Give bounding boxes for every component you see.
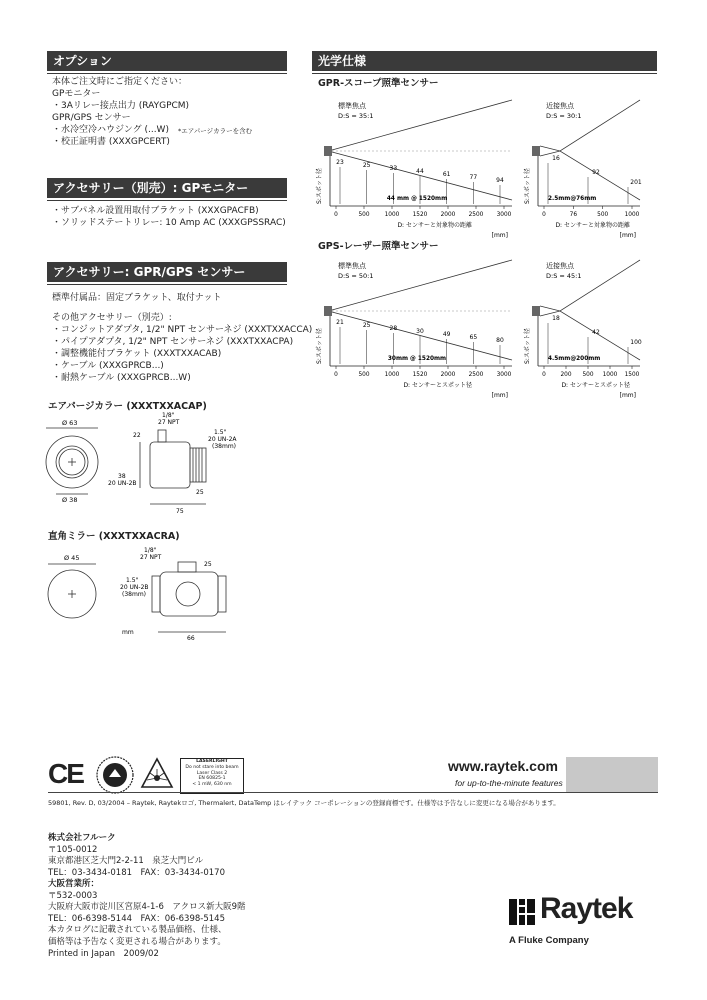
acc-sensor-line: ・ケーブル (XXXGPRCB...) xyxy=(52,361,164,371)
x-tick-label: 2000 xyxy=(440,212,456,218)
x-tick-label: 1520 xyxy=(412,212,428,218)
printed-line: Printed in Japan 2009/02 xyxy=(48,949,159,959)
divider-line xyxy=(48,792,658,793)
spot-label: 30 xyxy=(416,328,424,335)
ratio-label: D:S = 50:1 xyxy=(338,272,374,280)
spot-label: 77 xyxy=(469,174,478,181)
company-line: TEL：06-6398-5144 FAX：06-6398-5145 xyxy=(48,913,225,924)
notice-line: 価格等は予告なく変更される場合があります。 xyxy=(48,936,226,947)
company-line: 大阪府大阪市淀川区宮原4-1-6 アクロス新大阪9階 xyxy=(48,902,246,912)
laser-warning-icon xyxy=(140,757,174,789)
legal-text: 59801, Rev. D, 03/2004 – Raytek, Raytekロゴ, Thermalert, DataTemp はレイテック コーポレーションの登録商標です。仕様等は予告なしに変更になる場合があります。 xyxy=(48,799,560,807)
dim-label: Ø 38 xyxy=(62,496,78,504)
unit-label: [mm] xyxy=(619,232,636,239)
x-axis-label: D: センサーと対象物の距離 xyxy=(397,222,472,229)
dim-label: 20 UN-2B xyxy=(108,480,137,487)
notice-line: 本カタログに記載されている製品価格、仕様、 xyxy=(48,925,227,935)
options-line: ・校正証明書 (XXXGPCERT) xyxy=(52,137,170,147)
focus-spot-label: 44 mm @ 1520mm xyxy=(386,196,448,202)
air-purge-drawing xyxy=(40,412,290,522)
options-line: ・3Aリレー接点出力 (RAYGPCM) xyxy=(52,101,190,111)
optics-header: 光学仕様 xyxy=(312,51,657,71)
x-axis-label: D: センサーと対象物の距離 xyxy=(555,222,630,229)
ratio-label: D:S = 35:1 xyxy=(338,112,374,120)
spot-label: 201 xyxy=(630,179,642,186)
acc-sensor-header: アクセサリー: GPR/GPS センサー xyxy=(47,262,287,282)
spot-label: 49 xyxy=(442,331,451,338)
spot-label: 28 xyxy=(389,325,398,332)
focus-spot-label: 2.5mm@76mm xyxy=(548,196,597,202)
spot-label: 92 xyxy=(592,169,600,176)
spot-label: 94 xyxy=(496,177,504,184)
x-tick-label: 2500 xyxy=(468,212,484,218)
sensor-icon xyxy=(324,306,332,316)
website-url[interactable]: www.raytek.com xyxy=(448,758,558,774)
acc-sensor-line: ・パイプアダプタ, 1/2" NPT センサーネジ (XXXTXXACPA) xyxy=(52,337,294,347)
focus-label: 標準焦点 xyxy=(338,102,366,110)
laser-label-line: EN 60825-1 xyxy=(198,776,226,782)
unit-label: [mm] xyxy=(491,232,508,239)
sensor-icon xyxy=(324,146,332,156)
spot-label: 25 xyxy=(362,162,371,169)
x-tick-label: 1000 xyxy=(384,372,400,378)
laser-label-line: Do not stare into beam xyxy=(185,764,239,770)
y-axis-label: S:スポット径 xyxy=(316,328,323,364)
dim-label: 27 NPT xyxy=(158,419,180,426)
acc-sensor-line: ・コンジットアダプタ, 1/2" NPT センサーネジ (XXXTXXACCA) xyxy=(52,325,313,335)
x-tick-label: 3000 xyxy=(496,372,512,378)
mirror-title: 直角ミラー (XXXTXXACRA) xyxy=(48,531,180,542)
laser-label-line: < 1 mW, 630 nm xyxy=(192,782,232,788)
dim-label: Ø 63 xyxy=(62,419,78,427)
company-line: 〒105-0012 xyxy=(48,844,98,855)
acc-gp-header: アクセサリー（別売）: GPモニター xyxy=(47,178,287,198)
x-tick-label: 500 xyxy=(358,372,370,378)
focus-spot-label: 4.5mm@200mm xyxy=(548,356,601,362)
ce-mark: CE xyxy=(48,758,83,789)
y-axis-label: S:スポット径 xyxy=(524,168,531,204)
laser-label xyxy=(180,758,244,794)
dim-label: 1.5" xyxy=(214,429,227,436)
x-axis-label: D: センサーとスポット径 xyxy=(561,382,630,389)
company-line: 〒532-0003 xyxy=(48,890,98,901)
x-tick-label: 1520 xyxy=(412,372,428,378)
acc-gp-line: ・サブパネル設置用取付ブラケット (XXXGPACFB) xyxy=(52,206,259,216)
spot-label: 23 xyxy=(336,159,344,166)
dim-label: 1.5" xyxy=(126,577,139,584)
spot-label: 100 xyxy=(630,339,642,346)
x-tick-label: 2000 xyxy=(440,372,456,378)
dim-label: 20 UN-2B xyxy=(120,584,149,591)
dim-label: 38 xyxy=(118,473,126,480)
dim-label: 1/8" xyxy=(144,547,157,554)
options-header: オプション xyxy=(47,51,287,71)
x-tick-label: 200 xyxy=(560,372,572,378)
options-line: GPR/GPS センサー xyxy=(52,113,131,123)
spot-label: 33 xyxy=(389,165,398,172)
dim-label: 27 NPT xyxy=(140,554,162,561)
x-tick-label: 0 xyxy=(542,212,546,218)
x-tick-label: 1000 xyxy=(602,372,618,378)
company-line: 東京都港区芝大門2-2-11 泉芝大門ビル xyxy=(48,856,204,866)
gps-title: GPS-レーザー照準センサー xyxy=(318,241,439,252)
x-tick-label: 500 xyxy=(597,212,609,218)
spot-label: 25 xyxy=(362,322,371,329)
acc-sensor-line: ・耐熱ケーブル (XXXGPRCB...W) xyxy=(52,373,191,383)
acc-sensor-line: ・調整機能付ブラケット (XXXTXXACAB) xyxy=(52,349,222,359)
dim-label: 25 xyxy=(196,489,204,496)
laser-label-title: LASERLIGHT xyxy=(196,759,228,764)
focus-label: 近接焦点 xyxy=(546,102,574,110)
y-axis-label: S:スポット径 xyxy=(524,328,531,364)
dim-label: 25 xyxy=(204,561,212,568)
x-tick-label: 76 xyxy=(569,212,578,218)
acc-standard: 標準付属品：固定ブラケット、取付ナット xyxy=(52,293,222,303)
x-tick-label: 0 xyxy=(334,212,338,218)
x-tick-label: 1000 xyxy=(624,212,640,218)
unit-label: [mm] xyxy=(491,392,508,399)
company-name: 株式会社フルーク xyxy=(48,833,116,843)
spot-label: 21 xyxy=(336,319,344,326)
dim-label: (38mm) xyxy=(122,591,147,598)
focus-label: 標準焦点 xyxy=(338,262,366,270)
spot-label: 42 xyxy=(592,329,600,336)
options-line: ・水冷空冷ハウジング (...W) xyxy=(52,125,169,135)
options-line: GPモニター xyxy=(52,89,101,99)
optics-charts xyxy=(312,88,657,408)
dim-label: (38mm) xyxy=(212,443,237,450)
focus-spot-label: 30mm @ 1520mm xyxy=(387,356,447,362)
unit-label: [mm] xyxy=(619,392,636,399)
dim-label: 20 UN-2A xyxy=(208,436,237,443)
osaka-title: 大阪営業所： xyxy=(48,879,100,889)
air-purge-note: *エアパージカラーを含む xyxy=(178,127,253,135)
x-tick-label: 2500 xyxy=(468,372,484,378)
company-line: TEL：03-3434-0181 FAX：03-3434-0170 xyxy=(48,867,225,878)
x-tick-label: 500 xyxy=(358,212,370,218)
gray-box xyxy=(566,757,658,793)
spot-label: 44 xyxy=(416,168,424,175)
x-tick-label: 1000 xyxy=(384,212,400,218)
y-axis-label: S:スポット径 xyxy=(316,168,323,204)
spot-label: 18 xyxy=(552,315,560,322)
acc-gp-line: ・ソリッドステートリレー: 10 Amp AC (XXXGPSSRAC) xyxy=(52,218,286,228)
company-info xyxy=(48,833,246,961)
dim-label: Ø 45 xyxy=(64,554,80,562)
certification-seal-icon xyxy=(95,755,135,795)
sensor-icon xyxy=(532,146,540,156)
x-tick-label: 500 xyxy=(582,372,594,378)
x-tick-label: 0 xyxy=(334,372,338,378)
dim-label: 66 xyxy=(187,635,195,642)
focus-label: 近接焦点 xyxy=(546,262,574,270)
x-tick-label: 1500 xyxy=(624,372,640,378)
laser-label-line: Laser Class 2 xyxy=(196,770,228,776)
gpr-title: GPR-スコープ照準センサー xyxy=(318,78,439,89)
spot-label: 16 xyxy=(552,155,560,162)
acc-other-title: その他アクセサリー（別売）: xyxy=(52,313,172,323)
spot-label: 80 xyxy=(496,337,504,344)
dim-label: 22 xyxy=(133,432,141,439)
dim-label: 1/8" xyxy=(162,412,175,419)
dim-label: 75 xyxy=(176,508,184,515)
raytek-r-icon xyxy=(507,897,537,927)
options-line: 本体ご注文時にご指定ください： xyxy=(52,77,188,87)
air-purge-title: エアパージカラー (XXXTXXACAP) xyxy=(48,401,207,412)
website-tagline: for up-to-the-minute features xyxy=(455,778,563,788)
ratio-label: D:S = 30:1 xyxy=(546,112,582,120)
brand-name: Raytek xyxy=(540,892,633,925)
brand-sub: A Fluke Company xyxy=(509,935,589,946)
x-tick-label: 0 xyxy=(542,372,546,378)
unit-label: mm xyxy=(122,629,134,636)
spot-label: 61 xyxy=(442,171,451,178)
ratio-label: D:S = 45:1 xyxy=(546,272,582,280)
spot-label: 65 xyxy=(469,334,478,341)
x-tick-label: 3000 xyxy=(496,212,512,218)
mirror-drawing xyxy=(40,542,290,642)
sensor-icon xyxy=(532,306,540,316)
x-axis-label: D: センサーとスポット径 xyxy=(403,382,472,389)
